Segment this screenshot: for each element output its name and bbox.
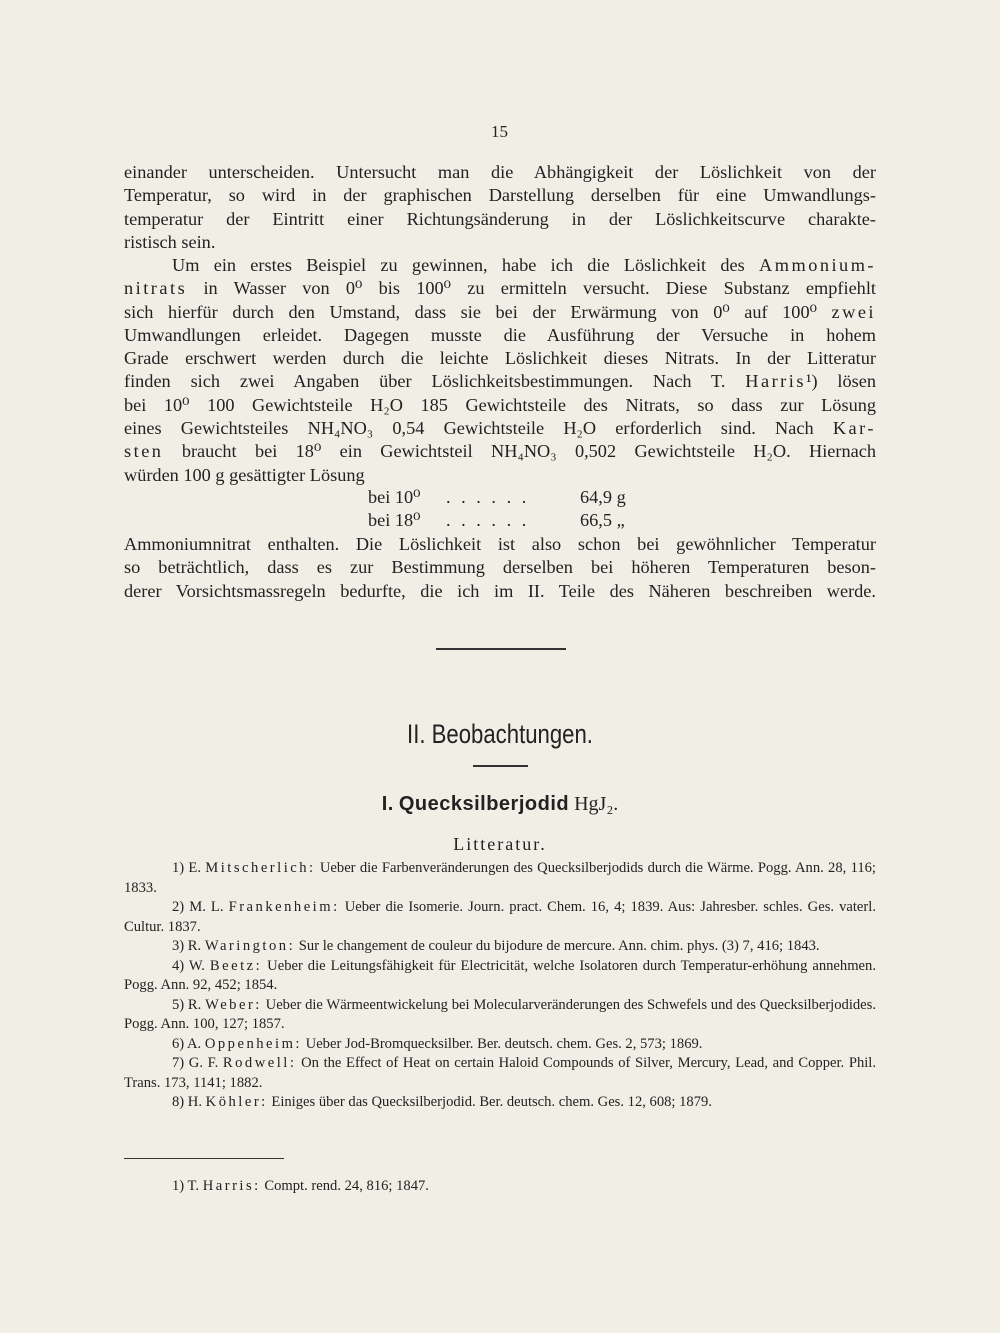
text-line: würden 100 g gesättigter Lösung — [124, 464, 365, 485]
reference-author: Weber: — [205, 996, 262, 1013]
text-span: Um ein erstes Beispiel zu gewinnen, habe ich die Löslichkeit des — [172, 255, 745, 275]
paragraph-1 — [124, 161, 876, 254]
reference-author: Frankenheim: — [228, 899, 340, 915]
reference-author: Rodwell: — [222, 1055, 297, 1071]
table-dots: . . . . . . — [446, 487, 530, 507]
text-line — [124, 254, 876, 277]
text-span: eines Gewichtsteiles NH₄NO₃ 0,54 Gewichtsteile H₂O erforderlich sind. Nach — [124, 418, 814, 439]
reference-number: 4) W. — [172, 957, 205, 974]
table-value: 66,5 „ — [580, 510, 625, 530]
reference-author: Warington: — [204, 938, 296, 954]
reference-text: Ueber die Farbenveränderungen des Quecksilberjodids durch die Wärme. Pogg. Ann. 28, 116; 1833. — [124, 860, 876, 896]
reference-item — [124, 898, 876, 937]
table-dots: . . . . . . — [446, 510, 530, 530]
text-line: derer Vorsichtsmassregeln bedurfte, die ich im II. Teile des Näheren beschreiben werde. — [124, 580, 876, 601]
text-span: in Wasser von 0⁰ bis 100⁰ zu ermitteln versucht. Diese Substanz empfiehlt — [203, 278, 876, 299]
reference-author: Beetz: — [209, 957, 263, 974]
footnote-rule — [124, 1158, 284, 1159]
emphasis-text: Ammonium- — [759, 255, 876, 275]
text-line: Grade erschwert werden durch die leichte Löslichkeit dieses Nitrats. In der Litteratur — [124, 348, 876, 369]
reference-item — [124, 996, 876, 1035]
reference-number: 6) A. — [172, 1035, 202, 1052]
emphasis-text: Kar- — [832, 418, 876, 439]
reference-text: Einiges über das Quecksilberjodid. Ber. deutsch. chem. Ges. 12, 608; 1879. — [271, 1094, 712, 1110]
reference-item — [124, 1054, 876, 1093]
literature-heading: Litteratur. — [453, 834, 547, 854]
reference-number: 5) R. — [172, 996, 202, 1013]
text-line — [124, 301, 876, 324]
emphasis-text: sten — [124, 441, 164, 462]
reference-text: Sur le changement de couleur du bijodure de mercure. Ann. chim. phys. (3) 7, 416; 1843. — [298, 938, 820, 954]
reference-item — [124, 859, 876, 898]
reference-number: 3) R. — [172, 938, 202, 954]
reference-number: 7) G. F. — [172, 1055, 219, 1071]
reference-author: Köhler: — [205, 1094, 268, 1110]
emphasis-text: Harris — [745, 371, 806, 392]
subsection-name: Quecksilberjodid — [398, 793, 570, 815]
divider — [473, 765, 528, 767]
footnote — [172, 1178, 429, 1195]
reference-list — [124, 859, 876, 1113]
reference-item — [124, 937, 876, 957]
text-span: ¹) lösen — [805, 371, 876, 392]
subsection-number: I. — [381, 793, 394, 815]
reference-number: 1) E. — [172, 860, 201, 876]
page-number: 15 — [491, 122, 508, 141]
reference-text: Ueber die Isomerie. Journ. pract. Chem. 16, 4; 1839. Aus: Jahresber. schles. Ges. vaterl. Cultur. 1837. — [124, 899, 876, 935]
footnote-number: 1) T. — [172, 1178, 200, 1194]
reference-author: Oppenheim: — [204, 1035, 302, 1052]
reference-item — [124, 1093, 876, 1113]
text-line: ristisch sein. — [124, 231, 216, 252]
text-span: sich hierfür durch den Umstand, dass sie bei der Erwärmung von 0⁰ auf 100⁰ — [124, 301, 817, 322]
emphasis-text: zwei — [831, 301, 877, 322]
text-span: braucht bei 18⁰ ein Gewichtsteil NH₄NO₃ 0,502 Gewichtsteile H₂O. Hiernach — [181, 441, 876, 462]
section-title: II. Beobachtungen. — [407, 719, 593, 749]
divider — [436, 648, 566, 650]
table-value: 64,9 g — [580, 487, 626, 507]
text-line: bei 10⁰ 100 Gewichtsteile H₂O 185 Gewichtsteile des Nitrats, so dass zur Lösung — [124, 394, 876, 415]
reference-text: Ueber Jod-Bromquecksilber. Ber. deutsch. chem. Ges. 2, 573; 1869. — [305, 1035, 703, 1052]
text-line: Ammoniumnitrat enthalten. Die Löslichkeit ist also schon bei gewöhnlicher Temperatur — [124, 534, 876, 554]
text-line — [124, 417, 876, 440]
footnote-text: Compt. rend. 24, 816; 1847. — [264, 1178, 429, 1194]
subsection-formula: HgJ₂. — [574, 793, 619, 815]
footnote-author: Harris: — [202, 1178, 261, 1194]
reference-text: Ueber die Wärmeentwickelung bei Molecularveränderungen des Schwefels und des Quecksilberjodides. Pogg. Ann. 100, 127; 1857. — [124, 996, 876, 1032]
table-label: bei 10⁰ — [368, 487, 421, 507]
reference-number: 2) M. L. — [172, 899, 224, 915]
text-line: Temperatur, so wird in der graphischen Darstellung derselben für eine Umwandlungs- — [124, 185, 876, 206]
reference-text: Ueber die Leitungsfähigkeit für Electricität, welche Isolatoren durch Temperatur-erhöhung annehmen. Pogg. Ann. 92, 452; 1854. — [124, 957, 876, 993]
reference-item — [124, 1035, 876, 1055]
text-line: einander unterscheiden. Untersucht man die Abhängigkeit der Löslichkeit von der — [124, 162, 876, 182]
paragraph-2 — [124, 254, 876, 487]
reference-text: On the Effect of Heat on certain Haloid Compounds of Silver, Mercury, Lead, and Copper. Phil. Trans. 173, 1141; 1882. — [124, 1055, 876, 1091]
emphasis-text: nitrats — [124, 278, 188, 299]
text-line — [124, 277, 876, 300]
text-line: so beträchtlich, dass es zur Bestimmung derselben bei höheren Temperaturen beson- — [124, 557, 876, 578]
reference-number: 8) H. — [172, 1094, 202, 1110]
text-line — [124, 440, 876, 463]
paragraph-3 — [124, 533, 876, 603]
text-line: temperatur der Eintritt einer Richtungsänderung in der Löslichkeitscurve charakte- — [124, 208, 876, 229]
reference-author: Mitscherlich: — [205, 860, 316, 876]
text-line — [124, 370, 876, 393]
table-label: bei 18⁰ — [368, 510, 421, 530]
text-span: finden sich zwei Angaben über Löslichkeitsbestimmungen. Nach T. — [124, 371, 726, 392]
subsection-title — [0, 793, 1000, 816]
text-line: Umwandlungen erleidet. Dagegen musste die Ausführung der Versuche in hohem — [124, 324, 876, 345]
reference-item — [124, 957, 876, 996]
